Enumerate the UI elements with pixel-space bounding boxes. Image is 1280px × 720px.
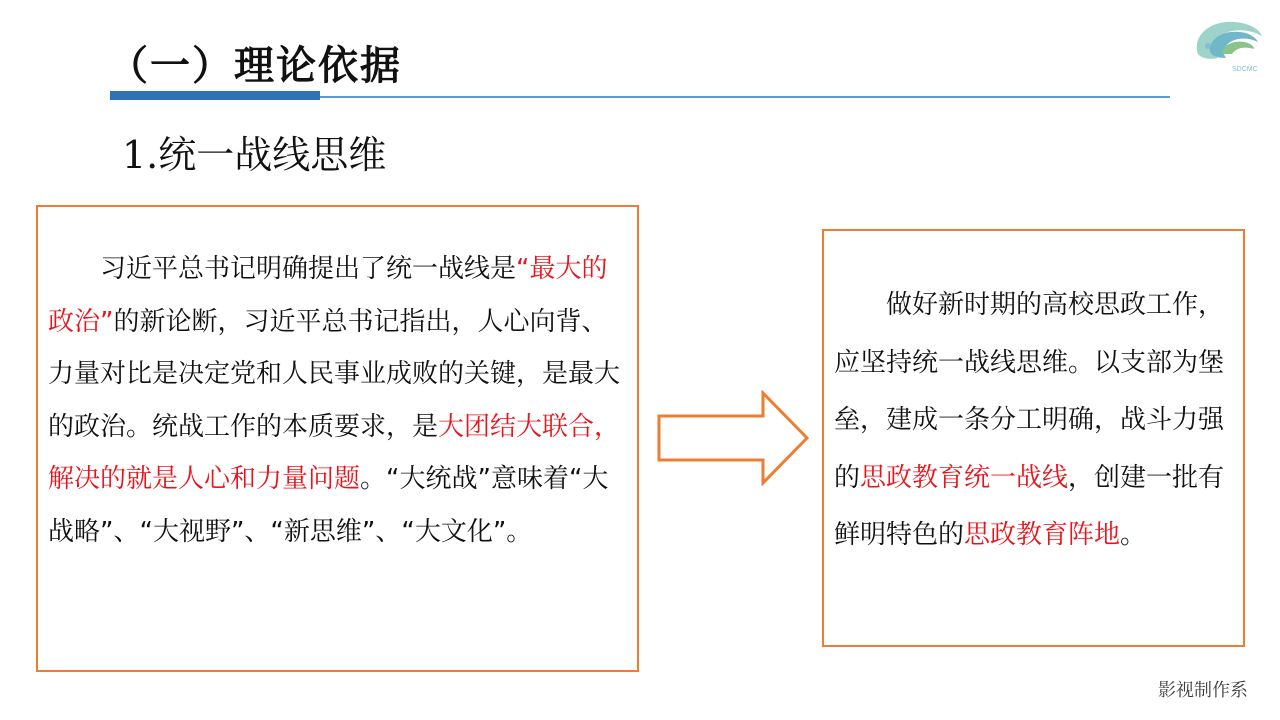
text-segment: 做好新时期的高校思政工作，应坚持统一战线思维。以支部为堡垒，建成一条分工明确，战斗力强的 (834, 290, 1225, 493)
svg-text:SDCMC: SDCMC (1232, 66, 1258, 73)
highlight-text: “最大的政治” (48, 254, 608, 337)
highlight-text: 思政教育阵地 (964, 520, 1121, 550)
slide-title: （一）理论依据 (108, 43, 402, 89)
title-underline-thick (110, 91, 320, 100)
highlight-text: 思政教育统一战线 (860, 462, 1069, 493)
title-underline-thin (320, 96, 1170, 98)
practice-text-box (822, 229, 1245, 647)
text-segment: 的新论断，习近平总书记指出，人心向背、力量对比是决定党和人民事业成败的关键，是最大的政治。统战工作的本质要求，是 (48, 306, 621, 442)
right-arrow-icon (656, 390, 812, 486)
text-segment: 。 (1120, 520, 1147, 550)
theory-paragraph (48, 243, 627, 558)
footer-department: 影视制作系 (1158, 680, 1248, 701)
text-segment: 。“大统战”意味着“大战略”、“大视野”、“新思维”、“大文化”。 (48, 464, 609, 547)
section-subtitle: 1.统一战线思维 (122, 133, 387, 177)
text-segment: 习近平总书记明确提出了统一战线是 (100, 254, 517, 284)
text-segment: ，创建一批有鲜明特色的 (834, 462, 1225, 550)
logo-icon (1188, 14, 1266, 74)
theory-text-box (36, 205, 639, 672)
highlight-text: 大团结大联合，解决的就是人心和力量问题 (48, 411, 621, 494)
practice-paragraph (834, 277, 1235, 565)
